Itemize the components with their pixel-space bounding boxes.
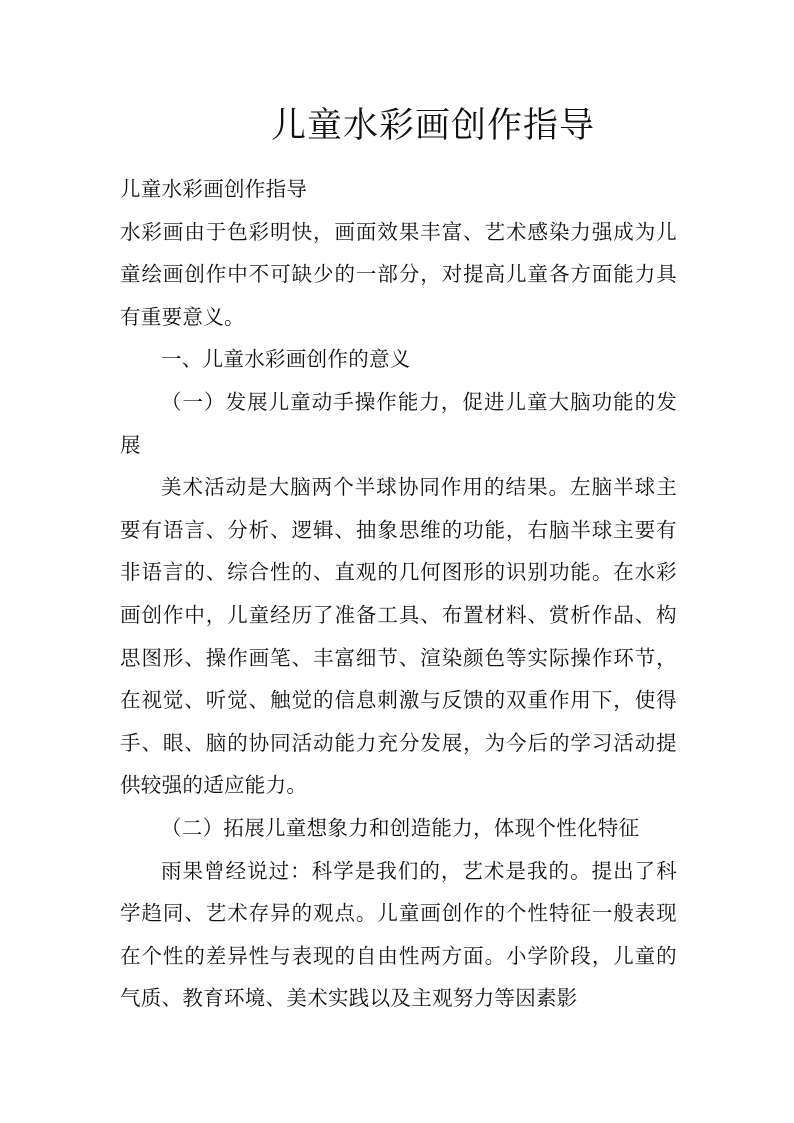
document-title: 儿童水彩画创作指导 (270, 106, 595, 146)
subsection-paragraph-1: 美术活动是大脑两个半球协同作用的结果。左脑半球主要有语言、分析、逻辑、抽象思维的功能，右脑半球主要有非语言的、综合性的、直观的几何图形的识别功能。在水彩画创作中，儿童经历了准备工具、布置材料、赏析作品、构思图形、操作画笔、丰富细节、渲染颜色等实际操作环节，在视觉、听觉、触觉的信息刺激与反馈的双重作用下，使得手、眼、脑的协同活动能力充分发展，为今后的学习活动提供较强的适应能力。 (120, 475, 677, 798)
document-subtitle: 儿童水彩画创作指导 (120, 177, 308, 201)
subsection-paragraph-2: 雨果曾经说过：科学是我们的，艺术是我的。提出了科学趋同、艺术存异的观点。儿童画创作的个性特征一般表现在个性的差异性与表现的自由性两方面。小学阶段，儿童的气质、教育环境、美术实践以及主观努力等因素影 (120, 858, 677, 1011)
subsection-heading-2: （二）拓展儿童想象力和创造能力，体现个性化特征 (161, 815, 640, 840)
intro-paragraph: 水彩画由于色彩明快，画面效果丰富、艺术感染力强成为儿童绘画创作中不可缺少的一部分，对提高儿童各方面能力具有重要意义。 (120, 219, 677, 329)
section-heading-1: 一、儿童水彩画创作的意义 (161, 347, 411, 372)
document-body (120, 168, 677, 1020)
subsection-heading-1: （一）发展儿童动手操作能力，促进儿童大脑功能的发展 (120, 389, 677, 457)
